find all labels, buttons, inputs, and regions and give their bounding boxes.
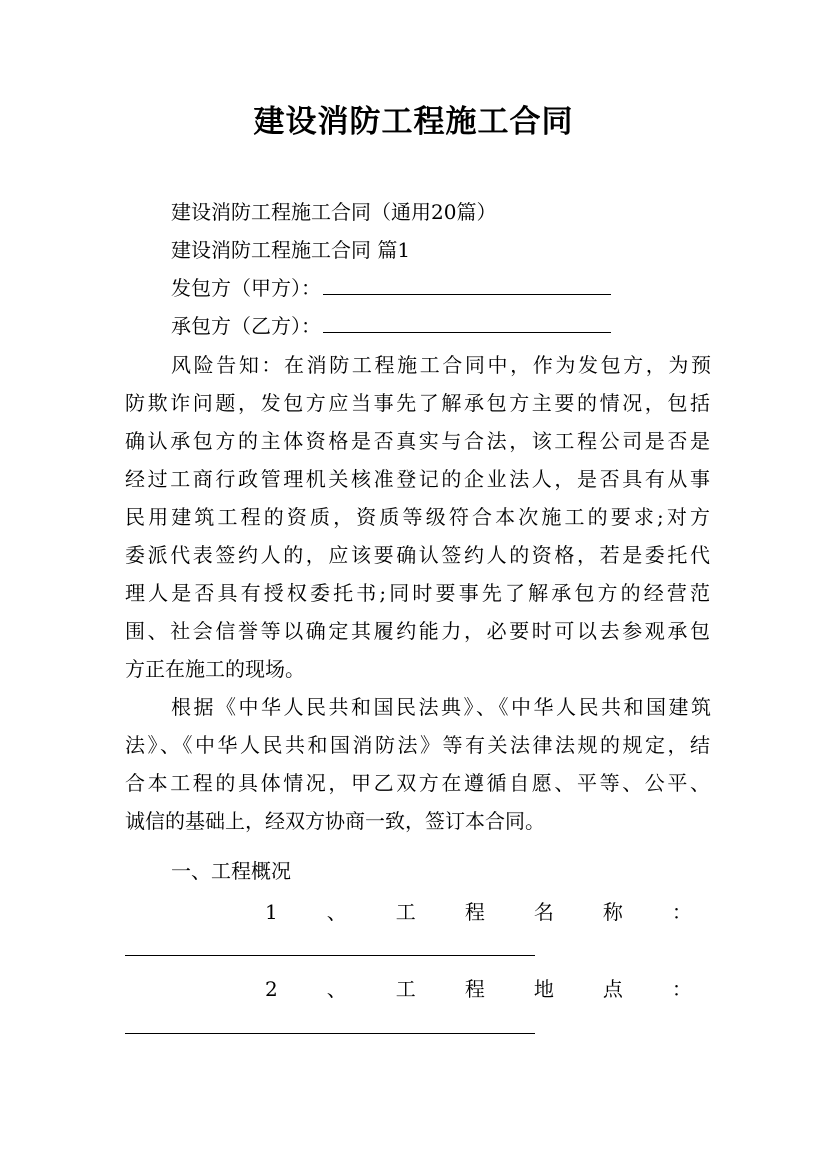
risk-line: 风险告知：在消防工程施工合同中，作为发包方，为预 xyxy=(171,353,711,377)
item-2-label xyxy=(265,974,692,1004)
party-a-label: 发包方（甲方）： xyxy=(171,276,321,300)
item-2-blank xyxy=(125,1033,535,1034)
party-b-line xyxy=(171,311,711,341)
risk-line: 民用建筑工程的资质，资质等级符合本次施工的要求;对方 xyxy=(125,505,710,529)
risk-line: 围、社会信誉等以确定其履约能力，必要时可以去参观承包 xyxy=(125,619,710,643)
risk-line: 理人是否具有授权委托书;同时要事先了解承包方的经营范 xyxy=(125,581,710,605)
item-char: 2 xyxy=(265,977,278,1001)
document-subtitle: 建设消防工程施工合同（通用20篇） xyxy=(171,200,497,224)
item-char: 名 xyxy=(533,900,554,924)
document-title: 建设消防工程施工合同 xyxy=(253,104,574,140)
article-heading: 建设消防工程施工合同 篇1 xyxy=(171,238,411,262)
item-char: 地 xyxy=(533,977,554,1001)
risk-line: 确认承包方的主体资格是否真实与合法，该工程公司是否是 xyxy=(125,429,710,453)
item-1-blank xyxy=(125,955,535,956)
item-char: 程 xyxy=(464,900,485,924)
item-char: ： xyxy=(671,977,692,1001)
risk-line: 经过工商行政管理机关核准登记的企业法人，是否具有从事 xyxy=(125,467,710,491)
basis-line: 根据《中华人民共和国民法典》、《中华人民共和国建筑 xyxy=(171,695,711,719)
item-char: 1 xyxy=(265,900,278,924)
item-char: 、 xyxy=(326,900,347,924)
item-char: ： xyxy=(671,900,692,924)
risk-line: 方正在施工的现场。 xyxy=(125,657,305,681)
item-char: 称 xyxy=(602,900,623,924)
item-char: 工 xyxy=(395,900,416,924)
risk-line: 防欺诈问题，发包方应当事先了解承包方主要的情况，包括 xyxy=(125,391,710,415)
item-char: 工 xyxy=(395,977,416,1001)
section-heading: 一、工程概况 xyxy=(171,859,291,883)
party-b-label: 承包方（乙方）： xyxy=(171,314,321,338)
item-1-label xyxy=(265,897,692,927)
party-a-blank xyxy=(323,293,611,295)
basis-line: 合本工程的具体情况，甲乙双方在遵循自愿、平等、公平、 xyxy=(125,771,710,795)
item-char: 点 xyxy=(602,977,623,1001)
item-char: 、 xyxy=(326,977,347,1001)
party-b-blank xyxy=(323,331,611,333)
item-char: 程 xyxy=(464,977,485,1001)
basis-line: 诚信的基础上，经双方协商一致，签订本合同。 xyxy=(125,809,545,833)
basis-line: 法》、《中华人民共和国消防法》等有关法律法规的规定，结 xyxy=(125,733,710,757)
risk-line: 委派代表签约人的，应该要确认签约人的资格，若是委托代 xyxy=(125,543,710,567)
party-a-line xyxy=(171,273,711,303)
